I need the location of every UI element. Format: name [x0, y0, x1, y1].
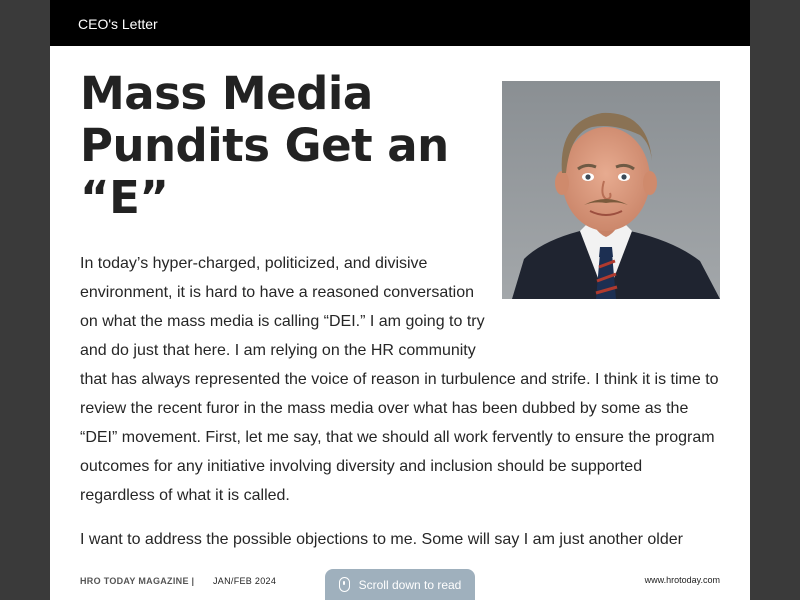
scroll-down-label: Scroll down to read [358, 577, 462, 592]
header-bar [50, 0, 750, 46]
footer-website-link[interactable]: www.hrotoday.com [644, 575, 720, 585]
article-body [80, 249, 720, 554]
article-paragraph: I want to address the possible objections to me. Some will say I am just another older [80, 531, 683, 548]
article-headline: Mass Media Pundits Get an “E” [80, 67, 449, 224]
scroll-down-button[interactable] [325, 569, 475, 600]
mouse-icon [339, 577, 350, 592]
footer-magazine-name: HRO TODAY MAGAZINE | [80, 576, 195, 586]
section-label: CEO's Letter [78, 16, 158, 32]
article-paragraph: In today’s hyper-charged, politicized, and divisive environment, it is hard to have a reasoned conversation on what the mass media is calling “DEI.” I am going to try and do just that here. I am relying on the HR community that has always represented the voice of reason in turbulence and strife. I think it is time to review the recent furor in the mass media over what has been dubbed by some as the “DEI” movement. First, let me say, that we should all work fervently to ensure the program outcomes for any initiative involving diversity and inclusion should be supported regardless of what it is called. [80, 255, 719, 504]
footer-issue-date: JAN/FEB 2024 [213, 576, 277, 586]
magazine-page [50, 0, 750, 600]
